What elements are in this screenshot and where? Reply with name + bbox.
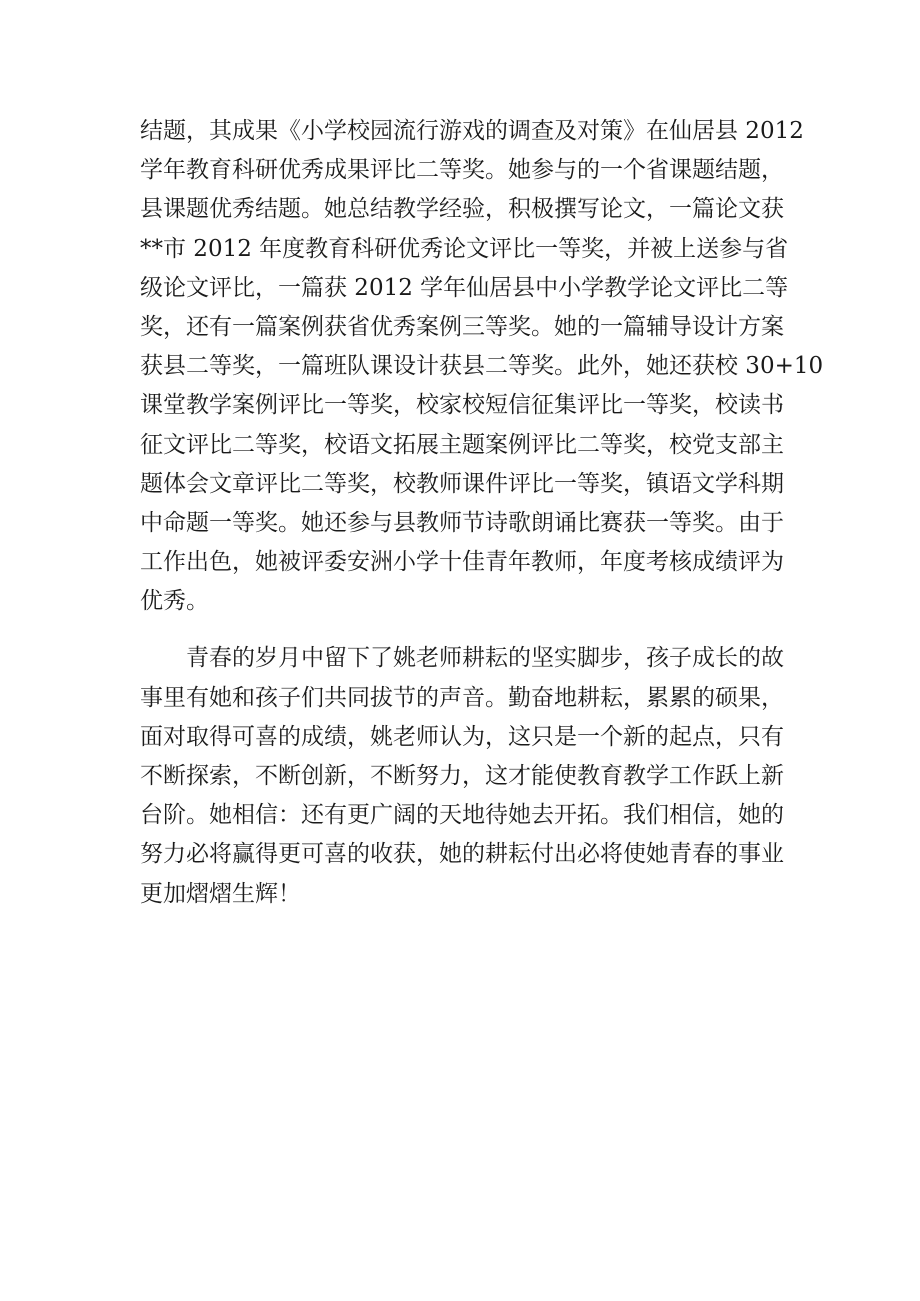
- paragraph-line: 台阶。她相信：还有更广阔的天地待她去开拓。我们相信，她的: [140, 802, 784, 829]
- paragraph-line: 努力必将赢得更可喜的收获，她的耕耘付出必将使她青春的事业: [140, 841, 784, 868]
- paragraph-line: 面对取得可喜的成绩，姚老师认为，这只是一个新的起点，只有: [140, 723, 784, 750]
- paragraph-line: 奖，还有一篇案例获省优秀案例三等奖。她的一篇辅导设计方案: [140, 313, 784, 340]
- paragraph-gap: [140, 621, 782, 639]
- paragraph-line: 工作出色，她被评委安洲小学十佳青年教师，年度考核成绩评为: [140, 549, 784, 576]
- paragraph-achievements: [140, 112, 824, 621]
- paragraph-line: 不断探索，不断创新，不断努力，这才能使教育教学工作跃上新: [140, 763, 784, 789]
- paragraph-line: 级论文评比，一篇获 2012 学年仙居县中小学教学论文评比二等: [140, 274, 789, 301]
- paragraph-line: 更加熠熠生辉！: [140, 880, 301, 907]
- paragraph-line: 结题，其成果《小学校园流行游戏的调查及对策》在仙居县 2012: [140, 118, 804, 144]
- paragraph-line: 学年教育科研优秀成果评比二等奖。她参与的一个省课题结题，: [140, 157, 784, 184]
- paragraph-line: **市 2012 年度教育科研优秀论文评比一等奖，并被上送参与省: [140, 235, 789, 262]
- paragraph-line: 获县二等奖，一篇班队课设计获县二等奖。此外，她还获校 30+10: [140, 353, 824, 380]
- paragraph-line: 青春的岁月中留下了姚老师耕耘的坚实脚步，孩子成长的故: [186, 645, 784, 672]
- paragraph-line: 县课题优秀结题。她总结教学经验，积极撰写论文，一篇论文获: [140, 196, 784, 223]
- paragraph-line: 征文评比二等奖，校语文拓展主题案例评比二等奖，校党支部主: [140, 431, 784, 458]
- paragraph-line: 课堂教学案例评比一等奖，校家校短信征集评比一等奖，校读书: [140, 392, 784, 419]
- paragraph-line: 中命题一等奖。她还参与县教师节诗歌朗诵比赛获一等奖。由于: [140, 509, 784, 536]
- paragraph-conclusion: [140, 639, 782, 913]
- paragraph-line: 优秀。: [140, 588, 209, 615]
- document-body: [140, 112, 824, 914]
- paragraph-line: 题体会文章评比二等奖，校教师课件评比一等奖，镇语文学科期: [140, 470, 784, 497]
- paragraph-line: 事里有她和孩子们共同拔节的声音。勤奋地耕耘，累累的硕果，: [140, 684, 784, 711]
